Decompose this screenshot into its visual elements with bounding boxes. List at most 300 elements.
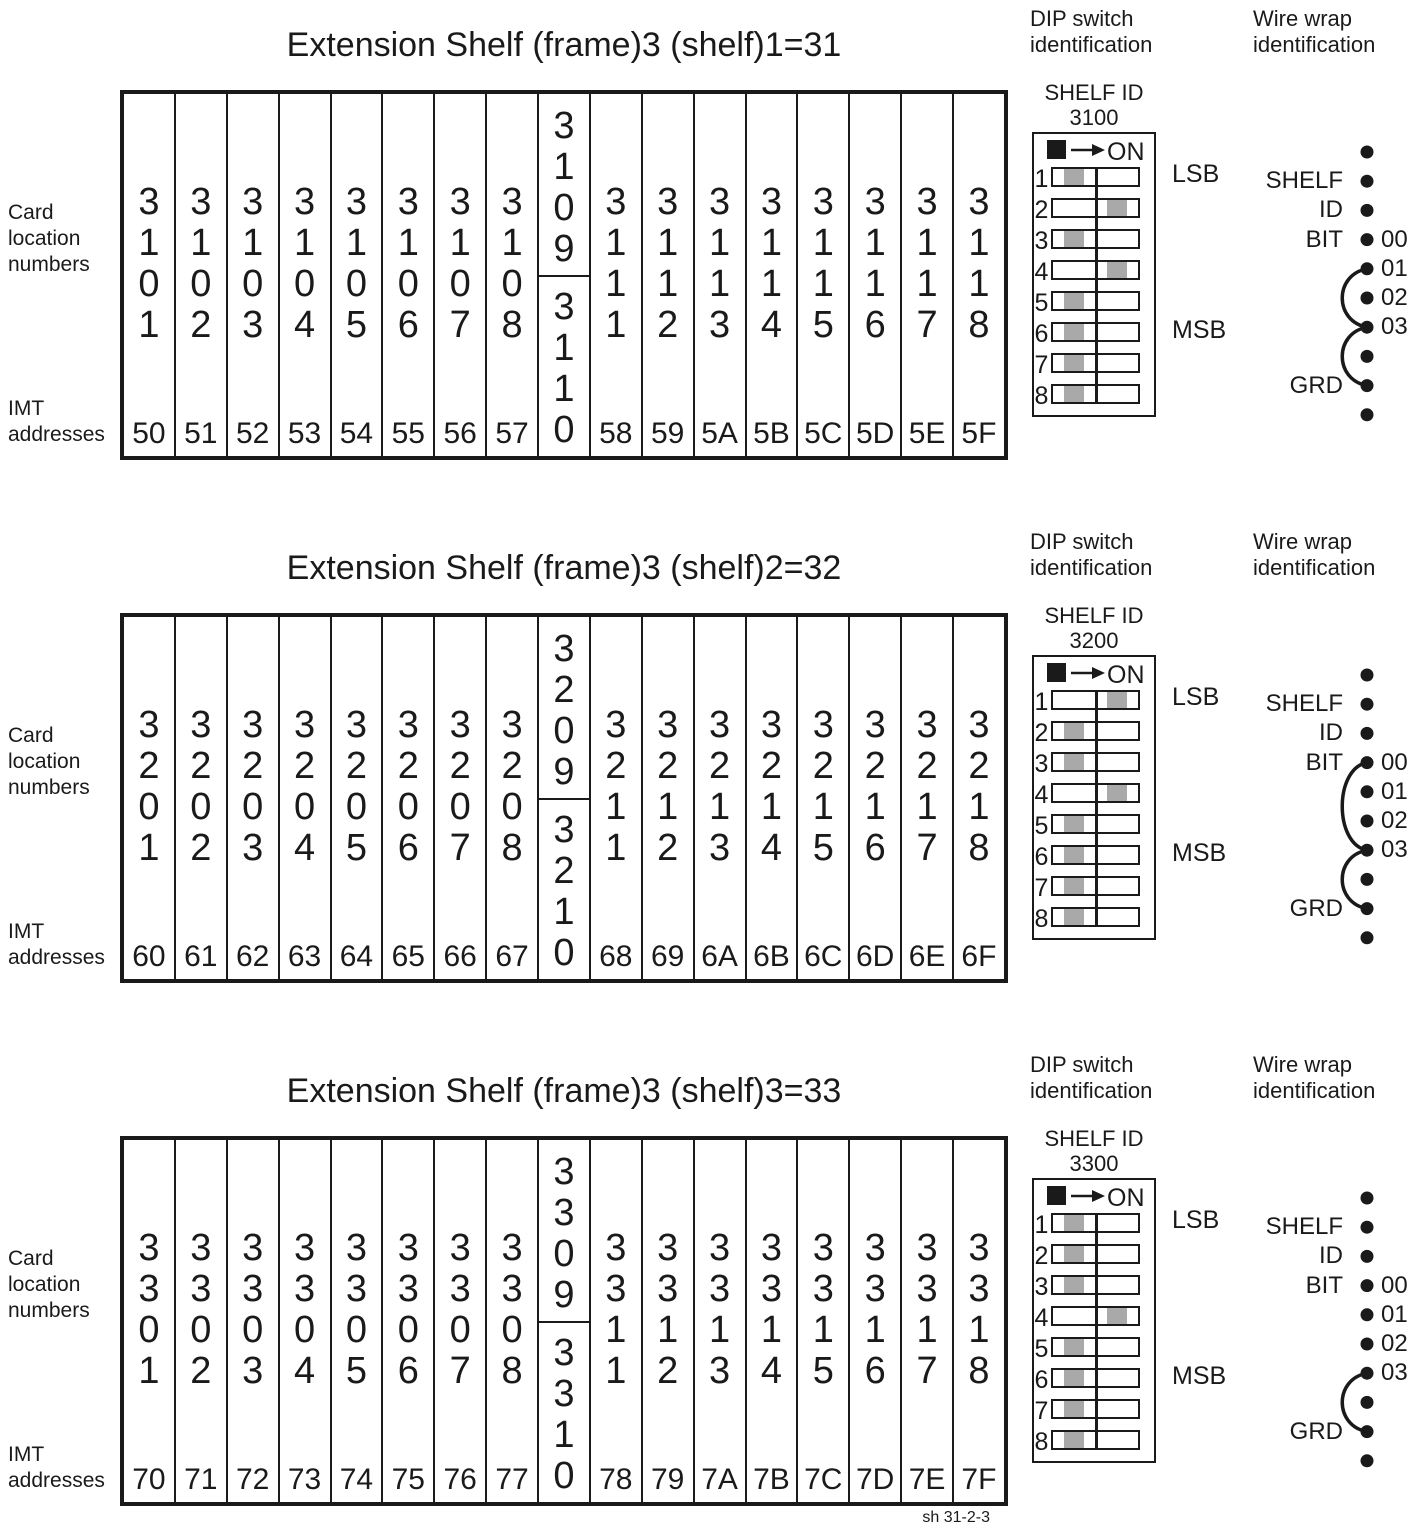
lsb-label: LSB — [1172, 1206, 1220, 1234]
dip-switch-4 — [1051, 783, 1140, 803]
imt-address: 52 — [236, 417, 270, 450]
dip-switch-identification-label: DIP switch identification — [1030, 6, 1153, 57]
card-slot — [124, 1140, 176, 1502]
dip-slider-off — [1064, 1401, 1084, 1417]
card-location-number: 3306 — [397, 1227, 419, 1392]
split-slot-bottom — [539, 277, 589, 456]
imt-address: 75 — [391, 1463, 425, 1496]
card-slot — [850, 1140, 902, 1502]
dip-switch-3 — [1051, 752, 1140, 772]
dip-slider-on — [1107, 262, 1127, 278]
dip-slider-off — [1064, 847, 1084, 863]
card-location-number: 3307 — [449, 1227, 471, 1392]
card-slot — [487, 617, 539, 979]
card-slot — [591, 617, 643, 979]
on-label: ON — [1107, 1184, 1145, 1212]
card-slot — [695, 1140, 747, 1502]
wire-bit-00-label: 00 — [1381, 226, 1408, 253]
shelf-section-33 — [0, 1046, 1417, 1533]
card-location-number: 3101 — [138, 181, 160, 346]
card-location-number: 3203 — [242, 704, 264, 869]
wire-bit-label: BIT — [1305, 226, 1343, 253]
dip-slider-off — [1064, 231, 1084, 247]
shelf-id-heading — [1032, 1126, 1156, 1176]
card-location-number: 3308 — [501, 1227, 523, 1392]
dip-slider-off — [1064, 355, 1084, 371]
dip-switch-8 — [1051, 1430, 1140, 1450]
card-location-number: 3216 — [864, 704, 886, 869]
msb-label: MSB — [1172, 316, 1227, 344]
imt-address: 7F — [961, 1463, 997, 1496]
imt-address: 77 — [495, 1463, 529, 1496]
imt-address: 50 — [132, 417, 166, 450]
dip-switch-number: 2 — [1034, 1242, 1049, 1270]
imt-address: 60 — [132, 940, 166, 973]
card-slot — [591, 94, 643, 456]
card-location-number: 3212 — [657, 704, 679, 869]
card-location-number: 3303 — [242, 1227, 264, 1392]
card-location-number: 3103 — [242, 181, 264, 346]
shelf-card-slots — [120, 1136, 1008, 1506]
card-location-number: 3108 — [501, 181, 523, 346]
wire-bit-00-label: 00 — [1381, 749, 1408, 776]
card-slot — [280, 94, 332, 456]
imt-address: 59 — [651, 417, 685, 450]
imt-address: 5A — [701, 417, 738, 450]
dip-switch-7 — [1051, 876, 1140, 896]
wire-terminal-dot — [1361, 785, 1374, 798]
card-location-number: 3207 — [449, 704, 471, 869]
wire-bit-01-label: 01 — [1381, 255, 1408, 282]
imt-address: 6B — [753, 940, 790, 973]
imt-address: 56 — [443, 417, 477, 450]
dip-slider-legend-square — [1047, 1186, 1066, 1205]
dip-slider-off — [1064, 909, 1084, 925]
imt-address: 66 — [443, 940, 477, 973]
dip-slider-off — [1064, 1246, 1084, 1262]
card-location-number: 3201 — [138, 704, 160, 869]
card-slot — [850, 94, 902, 456]
split-card-slot — [539, 617, 591, 979]
card-location-number: 3106 — [397, 181, 419, 346]
wire-terminal-dot — [1361, 1221, 1374, 1234]
card-slot — [487, 94, 539, 456]
imt-address: 7C — [804, 1463, 843, 1496]
imt-address: 6E — [908, 940, 946, 973]
imt-address: 70 — [132, 1463, 166, 1496]
card-slot — [435, 617, 487, 979]
lsb-label: LSB — [1172, 683, 1220, 711]
imt-address: 57 — [495, 417, 529, 450]
dip-switch-number: 2 — [1034, 196, 1049, 224]
card-location-number: 3109 — [553, 105, 575, 270]
card-slot — [383, 617, 435, 979]
card-slot — [591, 1140, 643, 1502]
imt-address: 51 — [184, 417, 218, 450]
card-location-number: 3118 — [968, 181, 990, 346]
dip-slider-on — [1107, 692, 1127, 708]
dip-switch-number: 6 — [1034, 320, 1049, 348]
card-slot — [850, 617, 902, 979]
card-location-number: 3312 — [657, 1227, 679, 1392]
wire-shelf-label: SHELF — [1265, 1213, 1343, 1240]
card-slot — [228, 94, 280, 456]
wire-terminal-dot — [1361, 1250, 1374, 1263]
card-location-number: 3305 — [345, 1227, 367, 1392]
imt-address: 79 — [651, 1463, 685, 1496]
card-slot — [798, 617, 850, 979]
wire-id-label: ID — [1319, 1242, 1343, 1269]
card-slot — [747, 1140, 799, 1502]
dip-switch-6 — [1051, 1368, 1140, 1388]
card-location-number: 3214 — [760, 704, 782, 869]
dip-switch-8 — [1051, 384, 1140, 404]
card-location-number: 3206 — [397, 704, 419, 869]
dip-switch-5 — [1051, 814, 1140, 834]
wire-terminal-dot — [1361, 873, 1374, 886]
imt-address: 61 — [184, 940, 218, 973]
dip-switch-identification-label: DIP switch identification — [1030, 1052, 1153, 1103]
wire-bit-label: BIT — [1305, 749, 1343, 776]
wire-bit-02-label: 02 — [1381, 1330, 1408, 1357]
card-slot — [954, 94, 1004, 456]
wire-terminal-dot — [1361, 146, 1374, 159]
card-location-number: 3213 — [708, 704, 731, 869]
dip-switch-number: 4 — [1034, 1304, 1049, 1332]
dip-slider-off — [1064, 293, 1084, 309]
imt-address: 63 — [287, 940, 322, 973]
shelf-id-label: SHELF ID — [1044, 1126, 1144, 1151]
card-location-number: 3304 — [293, 1227, 316, 1392]
imt-address: 73 — [287, 1463, 322, 1496]
dip-slider-off — [1064, 1370, 1084, 1386]
wire-terminal-dot — [1361, 1279, 1374, 1292]
imt-addresses-label: IMT addresses — [8, 397, 105, 446]
dip-switch-1 — [1051, 1213, 1140, 1233]
card-slot — [954, 617, 1004, 979]
card-slot — [435, 94, 487, 456]
dip-switch-number: 5 — [1034, 1335, 1049, 1363]
dip-switch-number: 3 — [1034, 750, 1049, 778]
card-slot — [695, 94, 747, 456]
card-location-numbers-label: Card location numbers — [8, 201, 90, 276]
dip-switch-2 — [1051, 198, 1140, 218]
imt-address: 69 — [651, 940, 685, 973]
dip-switch-number: 4 — [1034, 258, 1049, 286]
card-location-number: 3217 — [916, 704, 938, 869]
dip-switch-1 — [1051, 167, 1140, 187]
on-label: ON — [1107, 661, 1145, 689]
wire-terminal-dot — [1361, 204, 1374, 217]
wire-terminal-dot — [1361, 1396, 1374, 1409]
dip-switch-block — [1032, 132, 1156, 417]
dip-slider-off — [1064, 723, 1084, 739]
dip-slider-on — [1107, 785, 1127, 801]
wire-terminal-dot — [1361, 1192, 1374, 1205]
wire-terminal-dot — [1361, 175, 1374, 188]
shelf-section-31 — [0, 0, 1417, 523]
dip-switch-5 — [1051, 291, 1140, 311]
imt-address: 74 — [339, 1463, 374, 1496]
shelf-id-heading — [1032, 603, 1156, 653]
split-card-slot — [539, 1140, 591, 1502]
wire-wrap-pin-column — [1330, 1186, 1406, 1482]
imt-address: 72 — [236, 1463, 270, 1496]
shelf-id-value: 3200 — [1069, 628, 1119, 653]
dip-slider-off — [1064, 1432, 1084, 1448]
wire-terminal-dot — [1361, 408, 1374, 421]
card-slot — [383, 94, 435, 456]
split-slot-top — [539, 617, 589, 800]
dip-slider-off — [1064, 386, 1084, 402]
card-location-number: 3112 — [657, 181, 679, 346]
dip-slider-on — [1107, 1308, 1127, 1324]
card-location-numbers-label: Card location numbers — [8, 1247, 90, 1322]
card-slot — [280, 617, 332, 979]
card-location-number: 3115 — [812, 181, 834, 346]
imt-address: 68 — [599, 940, 633, 973]
wire-grd-label: GRD — [1289, 372, 1343, 399]
wire-wrap-identification-label: Wire wrap identification — [1253, 529, 1376, 580]
wire-id-label: ID — [1319, 196, 1343, 223]
card-location-number: 3116 — [864, 181, 886, 346]
imt-address: 6C — [804, 940, 843, 973]
shelf-title: Extension Shelf (frame)3 (shelf)1=31 — [286, 26, 842, 64]
card-slot — [747, 617, 799, 979]
dip-switch-number: 8 — [1034, 1428, 1049, 1456]
imt-addresses-label: IMT addresses — [8, 1443, 105, 1492]
card-location-number: 3211 — [605, 704, 627, 869]
card-location-number: 3204 — [293, 704, 316, 869]
dip-slider-off — [1064, 816, 1084, 832]
card-location-number: 3107 — [449, 181, 471, 346]
imt-address: 5C — [804, 417, 843, 450]
dip-switch-number: 3 — [1034, 227, 1049, 255]
dip-switch-number: 5 — [1034, 289, 1049, 317]
imt-address: 67 — [495, 940, 529, 973]
card-slot — [902, 94, 954, 456]
card-slot — [124, 617, 176, 979]
msb-label: MSB — [1172, 839, 1227, 867]
shelf-id-label: SHELF ID — [1044, 603, 1144, 628]
imt-address: 5F — [961, 417, 997, 450]
on-direction-arrow-icon — [1071, 143, 1105, 157]
shelf-card-slots — [120, 90, 1008, 460]
imt-address: 65 — [391, 940, 425, 973]
imt-address: 55 — [391, 417, 425, 450]
card-location-number: 3104 — [293, 181, 316, 346]
card-location-number: 3218 — [968, 704, 990, 869]
figure-sheet-number: sh 31-2-3 — [922, 1509, 990, 1526]
shelf-id-label: SHELF ID — [1044, 80, 1144, 105]
card-slot — [332, 94, 384, 456]
card-location-numbers-label: Card location numbers — [8, 724, 90, 799]
on-direction-arrow-icon — [1071, 1189, 1105, 1203]
dip-switch-2 — [1051, 721, 1140, 741]
card-slot — [176, 94, 228, 456]
wire-terminal-dot — [1361, 292, 1374, 305]
dip-switch-2 — [1051, 1244, 1140, 1264]
imt-address: 62 — [236, 940, 270, 973]
card-location-number: 3209 — [553, 628, 575, 793]
wire-wrap-pin-column — [1330, 140, 1406, 436]
card-slot — [798, 94, 850, 456]
card-slot — [798, 1140, 850, 1502]
card-slot — [228, 617, 280, 979]
card-location-number: 3315 — [812, 1227, 834, 1392]
on-label: ON — [1107, 138, 1145, 166]
imt-address: 76 — [443, 1463, 477, 1496]
dip-slider-off — [1064, 324, 1084, 340]
shelf-card-slots — [120, 613, 1008, 983]
card-slot — [902, 1140, 954, 1502]
dip-switch-number: 6 — [1034, 843, 1049, 871]
dip-switch-number: 7 — [1034, 351, 1049, 379]
wire-terminal-dot — [1361, 727, 1374, 740]
wire-shelf-label: SHELF — [1265, 690, 1343, 717]
card-slot — [435, 1140, 487, 1502]
dip-slider-on — [1107, 200, 1127, 216]
split-slot-bottom — [539, 800, 589, 979]
wire-terminal-dot — [1361, 1308, 1374, 1321]
imt-address: 64 — [339, 940, 374, 973]
card-location-number: 3113 — [708, 181, 731, 346]
dip-slider-off — [1064, 878, 1084, 894]
dip-switch-number: 1 — [1034, 165, 1049, 193]
card-location-number: 3210 — [553, 809, 575, 974]
card-location-number: 3317 — [916, 1227, 938, 1392]
card-slot — [487, 1140, 539, 1502]
imt-address: 53 — [287, 417, 322, 450]
wire-bit-00-label: 00 — [1381, 1272, 1408, 1299]
dip-switch-number: 7 — [1034, 874, 1049, 902]
imt-address: 58 — [599, 417, 633, 450]
dip-slider-legend-square — [1047, 140, 1066, 159]
card-slot — [176, 617, 228, 979]
card-slot — [124, 94, 176, 456]
strap-wire — [1342, 763, 1367, 851]
wire-bit-02-label: 02 — [1381, 284, 1408, 311]
imt-addresses-label: IMT addresses — [8, 920, 105, 969]
wire-terminal-dot — [1361, 1454, 1374, 1467]
msb-label: MSB — [1172, 1362, 1227, 1390]
wire-shelf-label: SHELF — [1265, 167, 1343, 194]
imt-address: 5E — [908, 417, 946, 450]
dip-switch-number: 2 — [1034, 719, 1049, 747]
shelf-title: Extension Shelf (frame)3 (shelf)3=33 — [286, 1072, 842, 1110]
dip-switch-number: 1 — [1034, 1211, 1049, 1239]
card-location-number: 3311 — [605, 1227, 627, 1392]
dip-switch-7 — [1051, 1399, 1140, 1419]
card-slot — [332, 617, 384, 979]
shelf-id-value: 3100 — [1069, 105, 1119, 130]
card-location-number: 3110 — [553, 286, 575, 451]
split-slot-top — [539, 94, 589, 277]
dip-switch-block — [1032, 655, 1156, 940]
card-location-number: 3302 — [190, 1227, 212, 1392]
card-location-number: 3105 — [345, 181, 367, 346]
card-slot — [643, 94, 695, 456]
card-slot — [954, 1140, 1004, 1502]
dip-switch-number: 8 — [1034, 382, 1049, 410]
card-location-number: 3313 — [708, 1227, 731, 1392]
wire-wrap-identification-label: Wire wrap identification — [1253, 6, 1376, 57]
dip-switch-identification-label: DIP switch identification — [1030, 529, 1153, 580]
card-location-number: 3314 — [760, 1227, 782, 1392]
wire-terminal-dot — [1361, 931, 1374, 944]
card-slot — [383, 1140, 435, 1502]
wire-terminal-dot — [1361, 669, 1374, 682]
on-direction-arrow-icon — [1071, 666, 1105, 680]
dip-switch-number: 6 — [1034, 1366, 1049, 1394]
split-slot-top — [539, 1140, 589, 1323]
wire-terminal-dot — [1361, 233, 1374, 246]
wire-terminal-dot — [1361, 1338, 1374, 1351]
card-location-number: 3114 — [760, 181, 782, 346]
card-location-number: 3310 — [553, 1332, 575, 1497]
card-slot — [280, 1140, 332, 1502]
wire-terminal-dot — [1361, 350, 1374, 363]
wire-terminal-dot — [1361, 815, 1374, 828]
dip-slider-off — [1064, 1215, 1084, 1231]
dip-switch-6 — [1051, 845, 1140, 865]
card-slot — [332, 1140, 384, 1502]
card-location-number: 3202 — [190, 704, 212, 869]
shelf-id-value: 3300 — [1069, 1151, 1119, 1176]
dip-switch-3 — [1051, 1275, 1140, 1295]
card-slot — [643, 617, 695, 979]
card-location-number: 3215 — [812, 704, 834, 869]
wire-bit-03-label: 03 — [1381, 313, 1408, 340]
split-slot-bottom — [539, 1323, 589, 1502]
dip-switch-number: 5 — [1034, 812, 1049, 840]
wire-grd-label: GRD — [1289, 1418, 1343, 1445]
wire-id-label: ID — [1319, 719, 1343, 746]
imt-address: 78 — [599, 1463, 633, 1496]
wire-wrap-pin-column — [1330, 663, 1406, 959]
card-slot — [902, 617, 954, 979]
wire-grd-label: GRD — [1289, 895, 1343, 922]
imt-address: 7A — [701, 1463, 738, 1496]
dip-slider-off — [1064, 754, 1084, 770]
imt-address: 6A — [701, 940, 738, 973]
imt-address: 6D — [856, 940, 895, 973]
dip-switch-7 — [1051, 353, 1140, 373]
dip-switch-4 — [1051, 1306, 1140, 1326]
card-location-number: 3117 — [916, 181, 938, 346]
wire-bit-03-label: 03 — [1381, 836, 1408, 863]
imt-address: 7E — [908, 1463, 946, 1496]
wire-bit-03-label: 03 — [1381, 1359, 1408, 1386]
dip-slider-legend-square — [1047, 663, 1066, 682]
lsb-label: LSB — [1172, 160, 1220, 188]
dip-switch-block — [1032, 1178, 1156, 1463]
wire-bit-label: BIT — [1305, 1272, 1343, 1299]
wire-bit-01-label: 01 — [1381, 1301, 1408, 1328]
wire-bit-02-label: 02 — [1381, 807, 1408, 834]
imt-address: 7D — [856, 1463, 895, 1496]
dip-slider-off — [1064, 1339, 1084, 1355]
shelf-id-heading — [1032, 80, 1156, 130]
imt-address: 5B — [753, 417, 790, 450]
card-location-number: 3102 — [190, 181, 212, 346]
dip-switch-5 — [1051, 1337, 1140, 1357]
card-location-number: 3309 — [553, 1151, 575, 1316]
card-location-number: 3205 — [345, 704, 367, 869]
shelf-section-32 — [0, 523, 1417, 1046]
dip-switch-number: 1 — [1034, 688, 1049, 716]
dip-slider-off — [1064, 1277, 1084, 1293]
